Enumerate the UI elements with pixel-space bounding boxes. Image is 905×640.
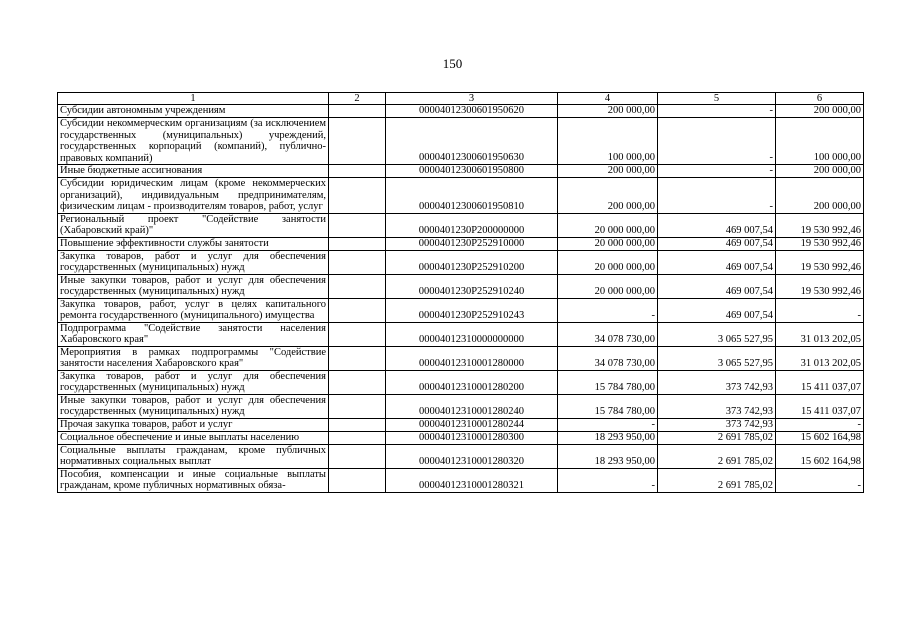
row-name-cell: Закупка товаров, работ и услуг для обеспечения государственных (муниципальных) нужд [58,250,329,274]
row-value-col4-cell: 18 293 950,00 [558,431,658,444]
table-row [58,322,864,346]
row-value-col4-cell: - [558,298,658,322]
header-cell-3: 3 [386,93,558,105]
row-value-col6-cell: 19 530 992,46 [776,250,864,274]
row-value-col4-cell: 200 000,00 [558,178,658,214]
row-code-cell: 00004012310001280200 [386,370,558,394]
row-value-col4-cell: 20 000 000,00 [558,237,658,250]
row-code-cell: 00004012310000000000 [386,322,558,346]
row-name-cell: Социальное обеспечение и иные выплаты населению [58,431,329,444]
table-row [58,444,864,468]
row-name-cell: Региональный проект "Содействие занятости (Хабаровский край)" [58,213,329,237]
row-value-col6-cell: 100 000,00 [776,118,864,165]
header-cell-6: 6 [776,93,864,105]
row-code-cell: 00004012300601950810 [386,178,558,214]
row-col2-cell [329,178,386,214]
row-value-col5-cell: 373 742,93 [658,370,776,394]
row-value-col4-cell: 15 784 780,00 [558,370,658,394]
row-value-col4-cell: - [558,418,658,431]
row-value-col5-cell: 469 007,54 [658,237,776,250]
table-row [58,394,864,418]
header-cell-4: 4 [558,93,658,105]
row-value-col4-cell: 34 078 730,00 [558,322,658,346]
row-col2-cell [329,444,386,468]
row-value-col4-cell: 100 000,00 [558,118,658,165]
row-value-col5-cell: 2 691 785,02 [658,431,776,444]
table-row [58,418,864,431]
row-name-cell: Иные закупки товаров, работ и услуг для обеспечения государственных (муниципальных) нужд [58,394,329,418]
row-value-col5-cell: 469 007,54 [658,274,776,298]
row-col2-cell [329,118,386,165]
row-name-cell: Иные бюджетные ассигнования [58,165,329,178]
row-name-cell: Прочая закупка товаров, работ и услуг [58,418,329,431]
row-value-col5-cell: 2 691 785,02 [658,468,776,492]
row-code-cell: 00004012310001280300 [386,431,558,444]
header-cell-1: 1 [58,93,329,105]
row-value-col5-cell: - [658,105,776,118]
row-value-col6-cell: - [776,468,864,492]
row-code-cell: 00004012310001280000 [386,346,558,370]
row-value-col6-cell: - [776,298,864,322]
table-row [58,118,864,165]
table-row [58,298,864,322]
row-value-col6-cell: 200 000,00 [776,105,864,118]
row-value-col4-cell: 15 784 780,00 [558,394,658,418]
row-value-col5-cell: 373 742,93 [658,418,776,431]
row-value-col5-cell: - [658,118,776,165]
row-name-cell: Повышение эффективности службы занятости [58,237,329,250]
row-value-col4-cell: 200 000,00 [558,165,658,178]
row-name-cell: Социальные выплаты гражданам, кроме публичных нормативных социальных выплат [58,444,329,468]
row-code-cell: 0000401230P252910243 [386,298,558,322]
table-row [58,178,864,214]
row-value-col4-cell: 18 293 950,00 [558,444,658,468]
row-name-cell: Субсидии некоммерческим организациям (за исключением государственных (муниципальных) учреждений, государственных корпораций (компаний), публично-правовых компаний) [58,118,329,165]
row-value-col6-cell: 19 530 992,46 [776,213,864,237]
row-code-cell: 00004012310001280244 [386,418,558,431]
row-name-cell: Закупка товаров, работ и услуг для обеспечения государственных (муниципальных) нужд [58,370,329,394]
row-code-cell: 00004012300601950620 [386,105,558,118]
row-value-col5-cell: 3 065 527,95 [658,322,776,346]
row-value-col4-cell: 20 000 000,00 [558,250,658,274]
header-row [58,93,864,105]
row-name-cell: Субсидии автономным учреждениям [58,105,329,118]
row-code-cell: 00004012310001280320 [386,444,558,468]
table-row [58,250,864,274]
row-value-col6-cell: 19 530 992,46 [776,274,864,298]
row-col2-cell [329,394,386,418]
row-col2-cell [329,370,386,394]
row-value-col6-cell: 19 530 992,46 [776,237,864,250]
table-row [58,213,864,237]
row-value-col5-cell: 3 065 527,95 [658,346,776,370]
row-name-cell: Иные закупки товаров, работ и услуг для обеспечения государственных (муниципальных) нужд [58,274,329,298]
row-value-col6-cell: 31 013 202,05 [776,346,864,370]
table-row [58,346,864,370]
row-value-col5-cell: 469 007,54 [658,250,776,274]
row-value-col4-cell: 20 000 000,00 [558,274,658,298]
row-code-cell: 00004012310001280240 [386,394,558,418]
row-value-col5-cell: 469 007,54 [658,298,776,322]
row-code-cell: 0000401230P252910200 [386,250,558,274]
row-col2-cell [329,105,386,118]
row-code-cell: 00004012310001280321 [386,468,558,492]
budget-table [57,92,864,493]
table-row [58,468,864,492]
row-col2-cell [329,274,386,298]
row-code-cell: 0000401230P252910000 [386,237,558,250]
row-value-col5-cell: - [658,178,776,214]
row-code-cell: 00004012300601950630 [386,118,558,165]
row-col2-cell [329,322,386,346]
row-name-cell: Мероприятия в рамках подпрограммы "Содействие занятости населения Хабаровского края" [58,346,329,370]
header-cell-2: 2 [329,93,386,105]
table-row [58,237,864,250]
row-value-col5-cell: 2 691 785,02 [658,444,776,468]
row-value-col4-cell: 34 078 730,00 [558,346,658,370]
table-row [58,274,864,298]
table-body [58,93,864,493]
row-code-cell: 0000401230P200000000 [386,213,558,237]
row-value-col5-cell: 373 742,93 [658,394,776,418]
row-value-col6-cell: 15 602 164,98 [776,444,864,468]
row-value-col6-cell: 15 411 037,07 [776,394,864,418]
row-value-col6-cell: - [776,418,864,431]
row-value-col5-cell: 469 007,54 [658,213,776,237]
table-row [58,165,864,178]
row-value-col4-cell: 20 000 000,00 [558,213,658,237]
row-col2-cell [329,213,386,237]
table-row [58,431,864,444]
row-code-cell: 0000401230P252910240 [386,274,558,298]
row-col2-cell [329,431,386,444]
row-code-cell: 00004012300601950800 [386,165,558,178]
row-name-cell: Подпрограмма "Содействие занятости населения Хабаровского края" [58,322,329,346]
row-col2-cell [329,250,386,274]
row-value-col6-cell: 200 000,00 [776,178,864,214]
row-value-col6-cell: 15 602 164,98 [776,431,864,444]
row-name-cell: Закупка товаров, работ, услуг в целях капитального ремонта государственного (муниципального) имущества [58,298,329,322]
row-value-col6-cell: 200 000,00 [776,165,864,178]
row-col2-cell [329,298,386,322]
row-value-col4-cell: - [558,468,658,492]
row-name-cell: Пособия, компенсации и иные социальные выплаты гражданам, кроме публичных нормативных обяза- [58,468,329,492]
row-col2-cell [329,468,386,492]
header-cell-5: 5 [658,93,776,105]
table-row [58,105,864,118]
row-value-col4-cell: 200 000,00 [558,105,658,118]
row-value-col5-cell: - [658,165,776,178]
row-value-col6-cell: 31 013 202,05 [776,322,864,346]
row-col2-cell [329,237,386,250]
row-name-cell: Субсидии юридическим лицам (кроме некоммерческих организаций), индивидуальным предпринимателям, физическим лицам - производителям товаров, работ, услуг [58,178,329,214]
row-value-col6-cell: 15 411 037,07 [776,370,864,394]
table-row [58,370,864,394]
row-col2-cell [329,418,386,431]
page-number: 150 [442,56,463,71]
row-col2-cell [329,346,386,370]
row-col2-cell [329,165,386,178]
